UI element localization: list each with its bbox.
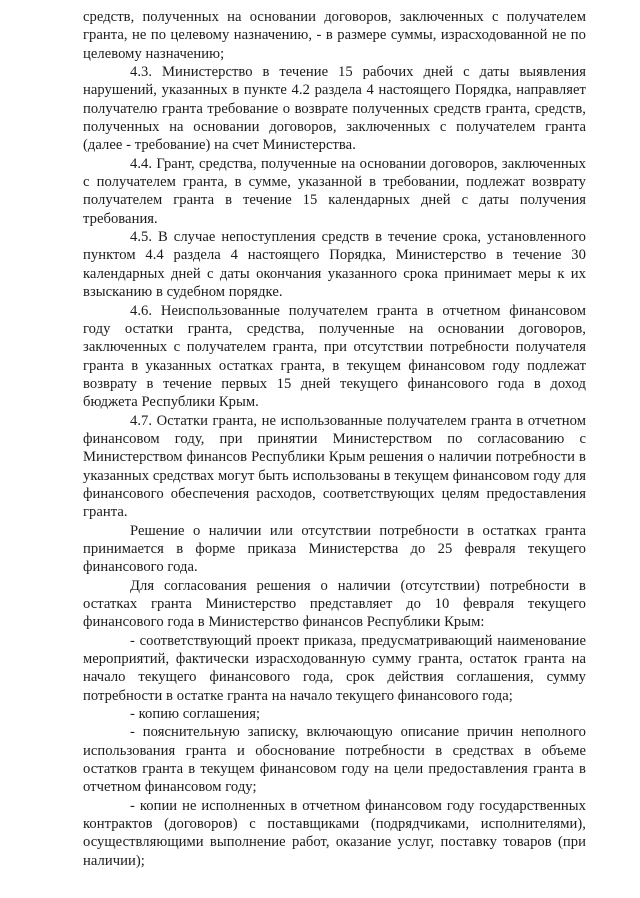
- paragraph-4-5: 4.5. В случае непоступления средств в течение срока, установленного пунктом 4.4 раздела 4 настоящего Порядка, Министерство в течение 30 календарных дней с даты окончания указанного срока принимает меры к их взысканию в судебном порядке.: [83, 229, 586, 301]
- paragraph-decision: Решение о наличии или отсутствии потребности в остатках гранта принимается в форме приказа Министерства до 25 февраля текущего финансового года.: [83, 522, 586, 576]
- paragraph-4-6: 4.6. Неиспользованные получателем гранта в отчетном финансовом году остатки гранта, средства, полученные на основании договоров, заключенных с получателем гранта, при отсутствии потребности получателя гранта в указанных остатках гранта, в текущем финансовом году подлежат возврату в течение первых 15 дней текущего финансового года в доход бюджета Республики Крым.: [83, 302, 586, 411]
- list-item-agreement-copy: - копию соглашения;: [130, 706, 261, 723]
- paragraph-4-3: 4.3. Министерство в течение 15 рабочих дней с даты выявления нарушений, указанных в пункте 4.2 раздела 4 настоящего Порядка, направляет получателю гранта требование о возврате полученных средств гранта, средств, полученных на основании договоров, заключенных с получателем гранта (далее - требование) на счет Министерства.: [83, 64, 586, 154]
- list-item-contract-copies: - копии не исполненных в отчетном финансовом году государственных контрактов (договоров) с поставщиками (подрядчиками, исполнителями), осуществляющими выполнение работ, оказание услуг, поставку товаров (при наличии);: [83, 797, 586, 869]
- list-item-explanatory-note: - пояснительную записку, включающую описание причин неполного использования гранта и обоснование потребности в средствах в объеме остатков гранта в текущем финансовом году на цели предоставления гранта в отчетном финансовом году;: [83, 724, 586, 796]
- paragraph-4-4: 4.4. Грант, средства, полученные на основании договоров, заключенных с получателем гранта, в сумме, указанной в требовании, подлежат возврату получателем гранта в течение 15 календарных дней с даты получения требования.: [83, 155, 586, 227]
- document-body: [83, 8, 586, 870]
- list-item-draft-order: - соответствующий проект приказа, предусматривающий наименование мероприятий, фактически израсходованную сумму гранта, остаток гранта на начало текущего финансового года, срок действия соглашения, сумму потребности в остатке гранта на начало текущего финансового года;: [83, 632, 586, 704]
- paragraph-approval: Для согласования решения о наличии (отсутствии) потребности в остатках гранта Министерство представляет до 10 февраля текущего финансового года в Министерство финансов Республики Крым:: [83, 577, 586, 631]
- paragraph-continuation: средств, полученных на основании договоров, заключенных с получателем гранта, не по целевому назначению, - в размере суммы, израсходованной не по целевому назначению;: [83, 9, 586, 62]
- paragraph-4-7: 4.7. Остатки гранта, не использованные получателем гранта в отчетном финансовом году, при принятии Министерством по согласованию с Министерством финансов Республики Крым решения о наличии потребности в указанных средствах могут быть использованы в текущем финансовом году для финансового обеспечения расходов, соответствующих целям предоставления гранта.: [83, 412, 586, 521]
